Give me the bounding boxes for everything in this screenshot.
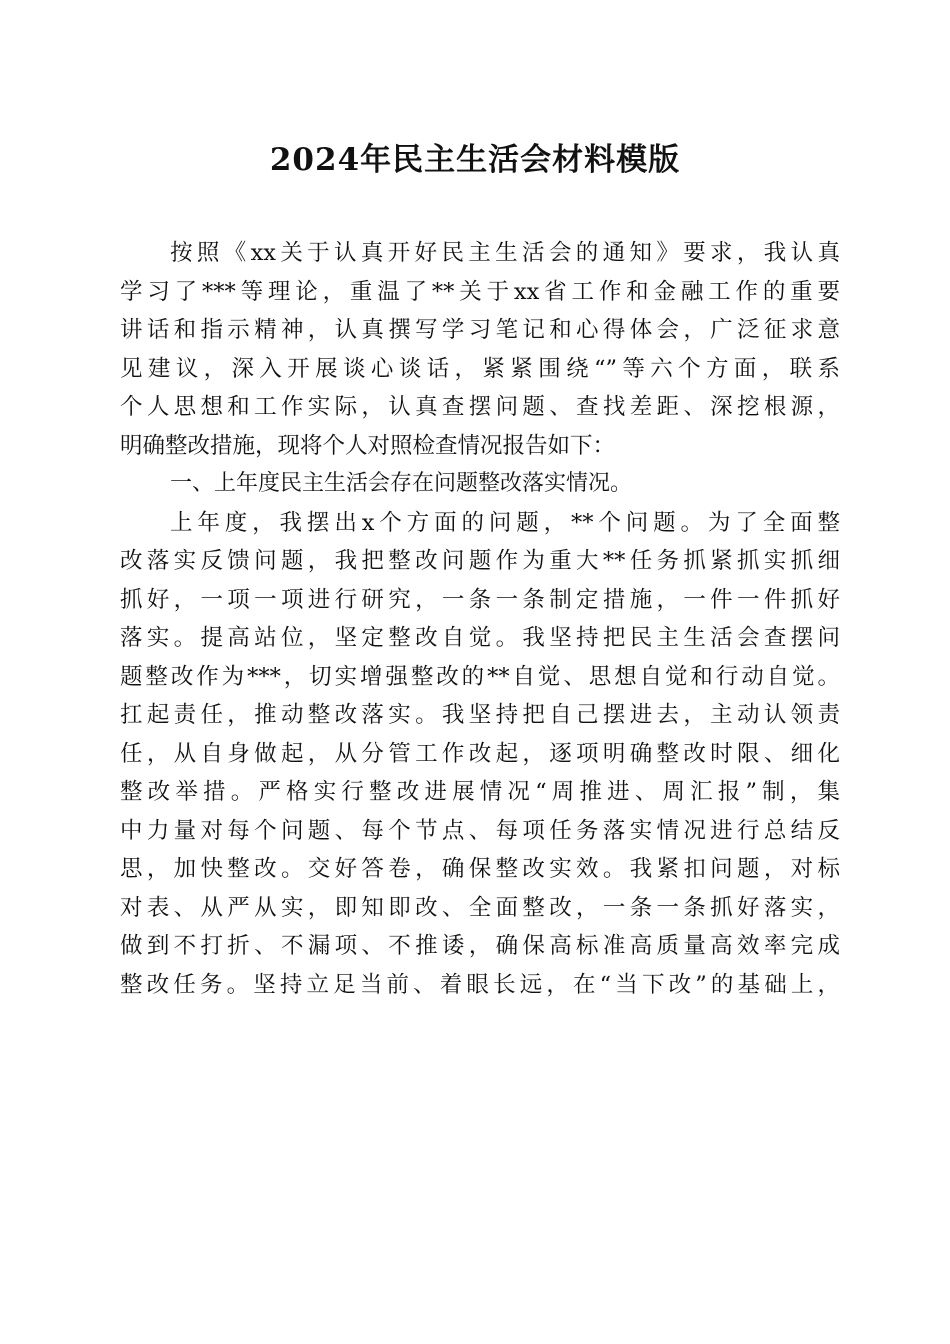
paragraph-line: 对表、从严从实，即知即改、全面整改，一条一条抓好落实， bbox=[120, 894, 840, 921]
paragraph-line: 见建议，深入开展谈心谈话，紧紧围绕“”等六个方面，联系 bbox=[120, 355, 840, 382]
paragraph-line: 整改任务。坚持立足当前、着眼长远，在“当下改”的基础上， bbox=[120, 971, 840, 998]
paragraph-line: 按照《xx关于认真开好民主生活会的通知》要求，我认真 bbox=[170, 240, 840, 266]
paragraph-line: 明确整改措施，现将个人对照检查情况报告如下： bbox=[120, 432, 616, 459]
paragraph-line: 扛起责任，推动整改落实。我坚持把自己摆进去，主动认领责 bbox=[120, 702, 840, 728]
paragraph-line: 讲话和指示精神，认真撰写学习笔记和心得体会，广泛征求意 bbox=[120, 317, 840, 343]
section-heading: 一、上年度民主生活会存在问题整改落实情况。 bbox=[170, 471, 633, 496]
paragraph-line: 落实。提高站位，坚定整改自觉。我坚持把民主生活会查摆问 bbox=[120, 625, 840, 651]
paragraph-line: 题整改作为***，切实增强整改的**自觉、思想自觉和行动自觉。 bbox=[120, 663, 840, 690]
paragraph-line: 做到不打折、不漏项、不推诿，确保高标准高质量高效率完成 bbox=[120, 933, 840, 959]
paragraph-line: 抓好，一项一项进行研究，一条一条制定措施，一件一件抓好 bbox=[120, 586, 840, 613]
document-body bbox=[120, 234, 840, 1004]
document-title: 2024年民主生活会材料模版 bbox=[269, 142, 681, 178]
paragraph-line: 上年度，我摆出x个方面的问题，**个问题。为了全面整 bbox=[170, 509, 840, 536]
paragraph-line: 个人思想和工作实际，认真查摆问题、查找差距、深挖根源， bbox=[120, 394, 840, 420]
paragraph-line: 整改举措。严格实行整改进展情况“周推进、周汇报”制，集 bbox=[120, 779, 840, 805]
paragraph-line: 中力量对每个问题、每个节点、每项任务落实情况进行总结反 bbox=[120, 817, 840, 844]
paragraph-line: 任，从自身做起，从分管工作改起，逐项明确整改时限、细化 bbox=[120, 740, 840, 767]
paragraph-line: 思，加快整改。交好答卷，确保整改实效。我紧扣问题，对标 bbox=[120, 856, 840, 882]
paragraph-line: 学习了***等理论，重温了**关于xx省工作和金融工作的重要 bbox=[120, 278, 840, 305]
paragraph-line: 改落实反馈问题，我把整改问题作为重大**任务抓紧抓实抓细 bbox=[120, 548, 840, 574]
